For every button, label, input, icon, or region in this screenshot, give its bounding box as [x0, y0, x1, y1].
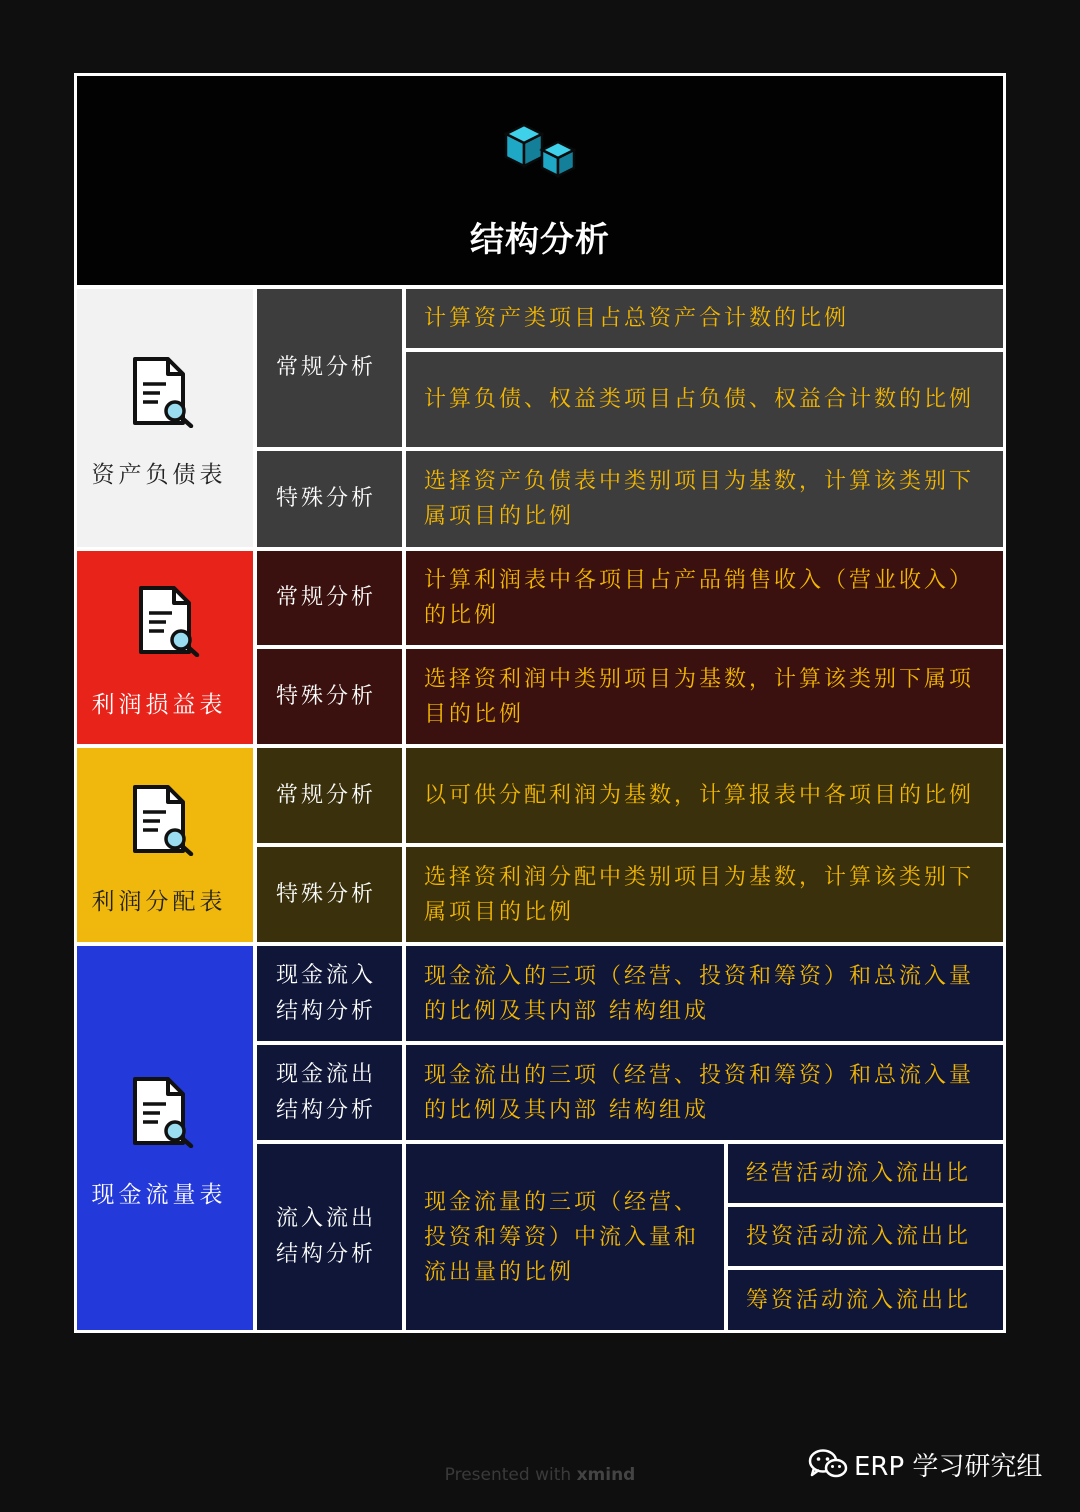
- section-label-balance-sheet: 资产负债表: [91, 462, 227, 488]
- brand-text: ERP 学习研究组: [854, 1451, 1043, 1482]
- presented-prefix: Presented with: [444, 1465, 577, 1485]
- row-label: 特殊分析: [257, 451, 402, 547]
- document-search-icon: [136, 585, 202, 657]
- document-search-icon: [130, 356, 196, 428]
- row-description: 现金流量的三项（经营、投资和筹资）中流入量和流出量的比例: [406, 1144, 724, 1330]
- row-label: 常规分析: [257, 289, 402, 447]
- document-search-icon: [130, 784, 196, 856]
- row-description: 现金流入的三项（经营、投资和筹资）和总流入量的比例及其内部 结构组成: [406, 946, 1003, 1041]
- section-label-cash-flow: 现金流量表: [91, 1182, 227, 1208]
- row-label: 流入流出结构分析: [257, 1144, 402, 1330]
- document-search-icon: [130, 1076, 196, 1148]
- row-label: 常规分析: [257, 551, 402, 645]
- xmind-brand: xmind: [576, 1465, 636, 1485]
- row-description: 选择资利润分配中类别项目为基数，计算该类别下属项目的比例: [406, 847, 1003, 942]
- row-description: 计算负债、权益类项目占负债、权益合计数的比例: [406, 352, 1003, 447]
- row-description: 计算利润表中各项目占产品销售收入（营业收入）的比例: [406, 551, 1003, 645]
- row-description: 选择资利润中类别项目为基数，计算该类别下属项目的比例: [406, 649, 1003, 744]
- row-description: 现金流出的三项（经营、投资和筹资）和总流入量的比例及其内部 结构组成: [406, 1045, 1003, 1140]
- page-title: 结构分析: [470, 220, 610, 260]
- row-label: 现金流出结构分析: [257, 1045, 402, 1140]
- sub-item: 筹资活动流入流出比: [728, 1270, 1003, 1330]
- row-description: 选择资产负债表中类别项目为基数，计算该类别下属项目的比例: [406, 451, 1003, 547]
- wechat-icon: [808, 1448, 848, 1480]
- watermark-brand: [808, 1446, 1042, 1482]
- row-description: 计算资产类项目占总资产合计数的比例: [406, 289, 1003, 348]
- sub-item: 经营活动流入流出比: [728, 1144, 1003, 1203]
- section-label-profit-distribution: 利润分配表: [91, 889, 227, 915]
- cubes-icon: [502, 122, 578, 180]
- row-label: 特殊分析: [257, 649, 402, 744]
- row-label: 常规分析: [257, 748, 402, 843]
- section-label-income-statement: 利润损益表: [91, 692, 227, 718]
- row-label: 特殊分析: [257, 847, 402, 942]
- row-description: 以可供分配利润为基数，计算报表中各项目的比例: [406, 748, 1003, 843]
- sub-item: 投资活动流入流出比: [728, 1207, 1003, 1266]
- row-label: 现金流入结构分析: [257, 946, 402, 1041]
